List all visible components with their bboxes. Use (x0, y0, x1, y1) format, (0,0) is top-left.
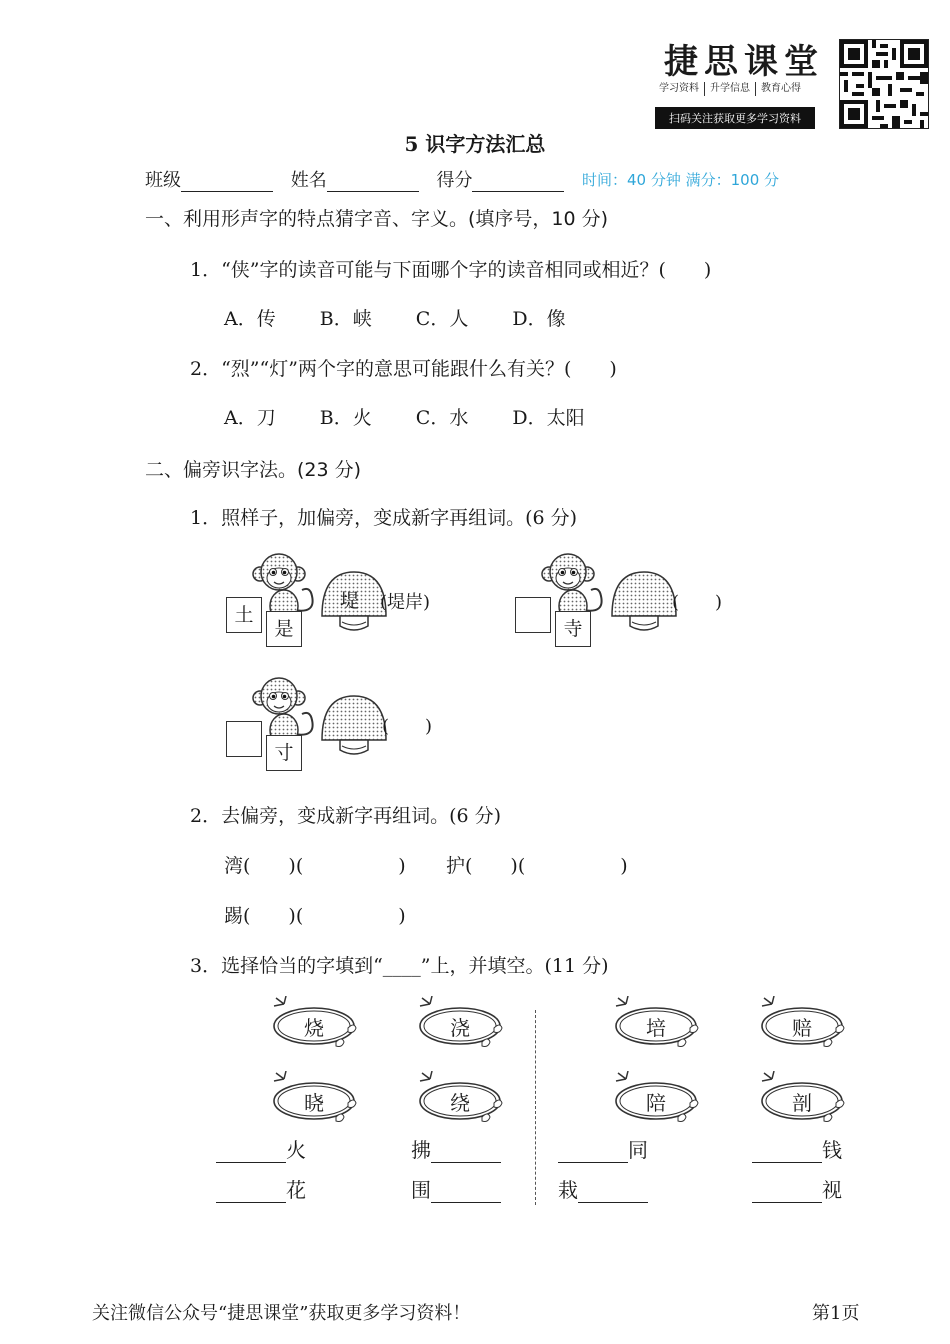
name-label: 姓名 (290, 170, 327, 191)
fill-blank-item (752, 1174, 842, 1203)
blank-line[interactable] (752, 1182, 822, 1203)
mushroom-illustration (320, 694, 390, 764)
blank-line[interactable] (431, 1142, 501, 1163)
blank-char: 围 (411, 1178, 431, 1202)
blank-line[interactable] (431, 1182, 501, 1203)
time-score-info: 时间：40 分钟 满分：100 分 (582, 171, 780, 189)
remove-radical-item (224, 901, 406, 928)
remove-radical-item (446, 851, 628, 878)
oval-char: 浇 (450, 1016, 470, 1040)
blank-char: 同 (628, 1138, 648, 1162)
example-answer: (堤岸) (380, 592, 431, 613)
char-box: 寸 (266, 735, 302, 771)
oval-char: 培 (646, 1016, 666, 1040)
fill-blank-item (558, 1134, 648, 1163)
char-box: 寺 (555, 611, 591, 647)
class-field[interactable] (181, 173, 273, 192)
blank-line[interactable] (216, 1142, 286, 1163)
page-title: 5 识字方法汇总 (404, 132, 546, 156)
option: A．传 (224, 308, 276, 330)
info-line (145, 166, 576, 192)
blank-char: 花 (286, 1178, 306, 1202)
name-field[interactable] (327, 173, 419, 192)
blank-char: 视 (822, 1178, 842, 1202)
qr-code (839, 39, 929, 129)
oval-char: 烧 (304, 1016, 324, 1040)
remove-radical-item (224, 851, 406, 878)
radical-box[interactable] (226, 721, 262, 757)
blank-char: 栽 (558, 1178, 578, 1202)
blank-line[interactable] (752, 1142, 822, 1163)
answer-blank[interactable]: ( ) (382, 716, 433, 737)
blank-line[interactable] (578, 1182, 648, 1203)
class-label: 班级 (145, 170, 181, 191)
new-char-blank[interactable]: ( ) (465, 855, 518, 877)
word-blank[interactable]: ( ) (295, 855, 406, 877)
blank-char: 火 (286, 1138, 306, 1162)
section2-heading: 二、偏旁识字法。(23 分) (145, 459, 362, 481)
fill-blank-item (216, 1134, 306, 1163)
answer-blank[interactable]: ( ) (672, 592, 723, 613)
oval-char: 陪 (646, 1091, 666, 1115)
s2-q1-stem: 1．照样子，加偏旁，变成新字再组词。(6 分) (190, 507, 578, 529)
s2-q3-stem: 3．选择恰当的字填到“____”上，并填空。(11 分) (190, 955, 609, 977)
option: D．像 (512, 308, 566, 330)
option: C．人 (415, 308, 469, 330)
dashed-divider (535, 1010, 536, 1205)
new-char-blank[interactable]: ( ) (243, 905, 296, 927)
brand-tab: 教育心得 (761, 83, 801, 94)
page-number: 第1页 (812, 1303, 860, 1324)
score-field[interactable] (472, 173, 564, 192)
blank-char: 钱 (822, 1138, 842, 1162)
oval-char: 晓 (304, 1091, 324, 1115)
brand-tab: 学习资料 (654, 82, 705, 96)
s1-q2-stem: 2．“烈”“灯”两个字的意思可能跟什么有关？( ) (190, 358, 617, 380)
fill-blank-item (216, 1174, 306, 1203)
brand-tabs (654, 82, 806, 96)
mushroom-char: 堤 (340, 590, 360, 612)
fill-blank-item (752, 1134, 842, 1163)
section1-heading: 一、利用形声字的特点猜字音、字义。(填序号，10 分) (145, 208, 609, 230)
fill-blank-item (558, 1174, 648, 1203)
brand-tab: 升学信息 (705, 82, 756, 96)
radical-box: 土 (226, 597, 262, 633)
option: B．火 (319, 407, 372, 429)
source-char: 踢 (224, 905, 244, 927)
source-char: 湾 (224, 855, 244, 877)
option: D．太阳 (512, 407, 585, 429)
s1-q1-options (224, 304, 604, 331)
new-char-blank[interactable]: ( ) (243, 855, 296, 877)
brand-banner: 扫码关注获取更多学习资料 (655, 107, 815, 129)
char-box: 是 (266, 611, 302, 647)
score-label: 得分 (436, 170, 473, 191)
option: B．峡 (319, 308, 372, 330)
oval-char: 绕 (450, 1091, 470, 1115)
word-blank[interactable]: ( ) (295, 905, 406, 927)
oval-char: 剖 (792, 1091, 812, 1115)
option: C．水 (415, 407, 469, 429)
s1-q1-stem: 1．“侠”字的读音可能与下面哪个字的读音相同或相近？( ) (190, 259, 712, 281)
fill-blank-item (411, 1174, 501, 1203)
s1-q2-options (224, 403, 623, 430)
mushroom-illustration (610, 570, 680, 640)
blank-line[interactable] (558, 1142, 628, 1163)
footer-note: 关注微信公众号“捷思课堂”获取更多学习资料！ (92, 1303, 471, 1324)
fill-blank-item (411, 1134, 501, 1163)
blank-line[interactable] (216, 1182, 286, 1203)
blank-char: 拂 (411, 1138, 431, 1162)
brand-title: 捷思课堂 (664, 42, 824, 82)
radical-box[interactable] (515, 597, 551, 633)
s2-q2-stem: 2．去偏旁，变成新字再组词。(6 分) (190, 805, 502, 827)
option: A．刀 (224, 407, 276, 429)
oval-char: 赔 (792, 1016, 812, 1040)
source-char: 护 (446, 855, 466, 877)
word-blank[interactable]: ( ) (517, 855, 628, 877)
